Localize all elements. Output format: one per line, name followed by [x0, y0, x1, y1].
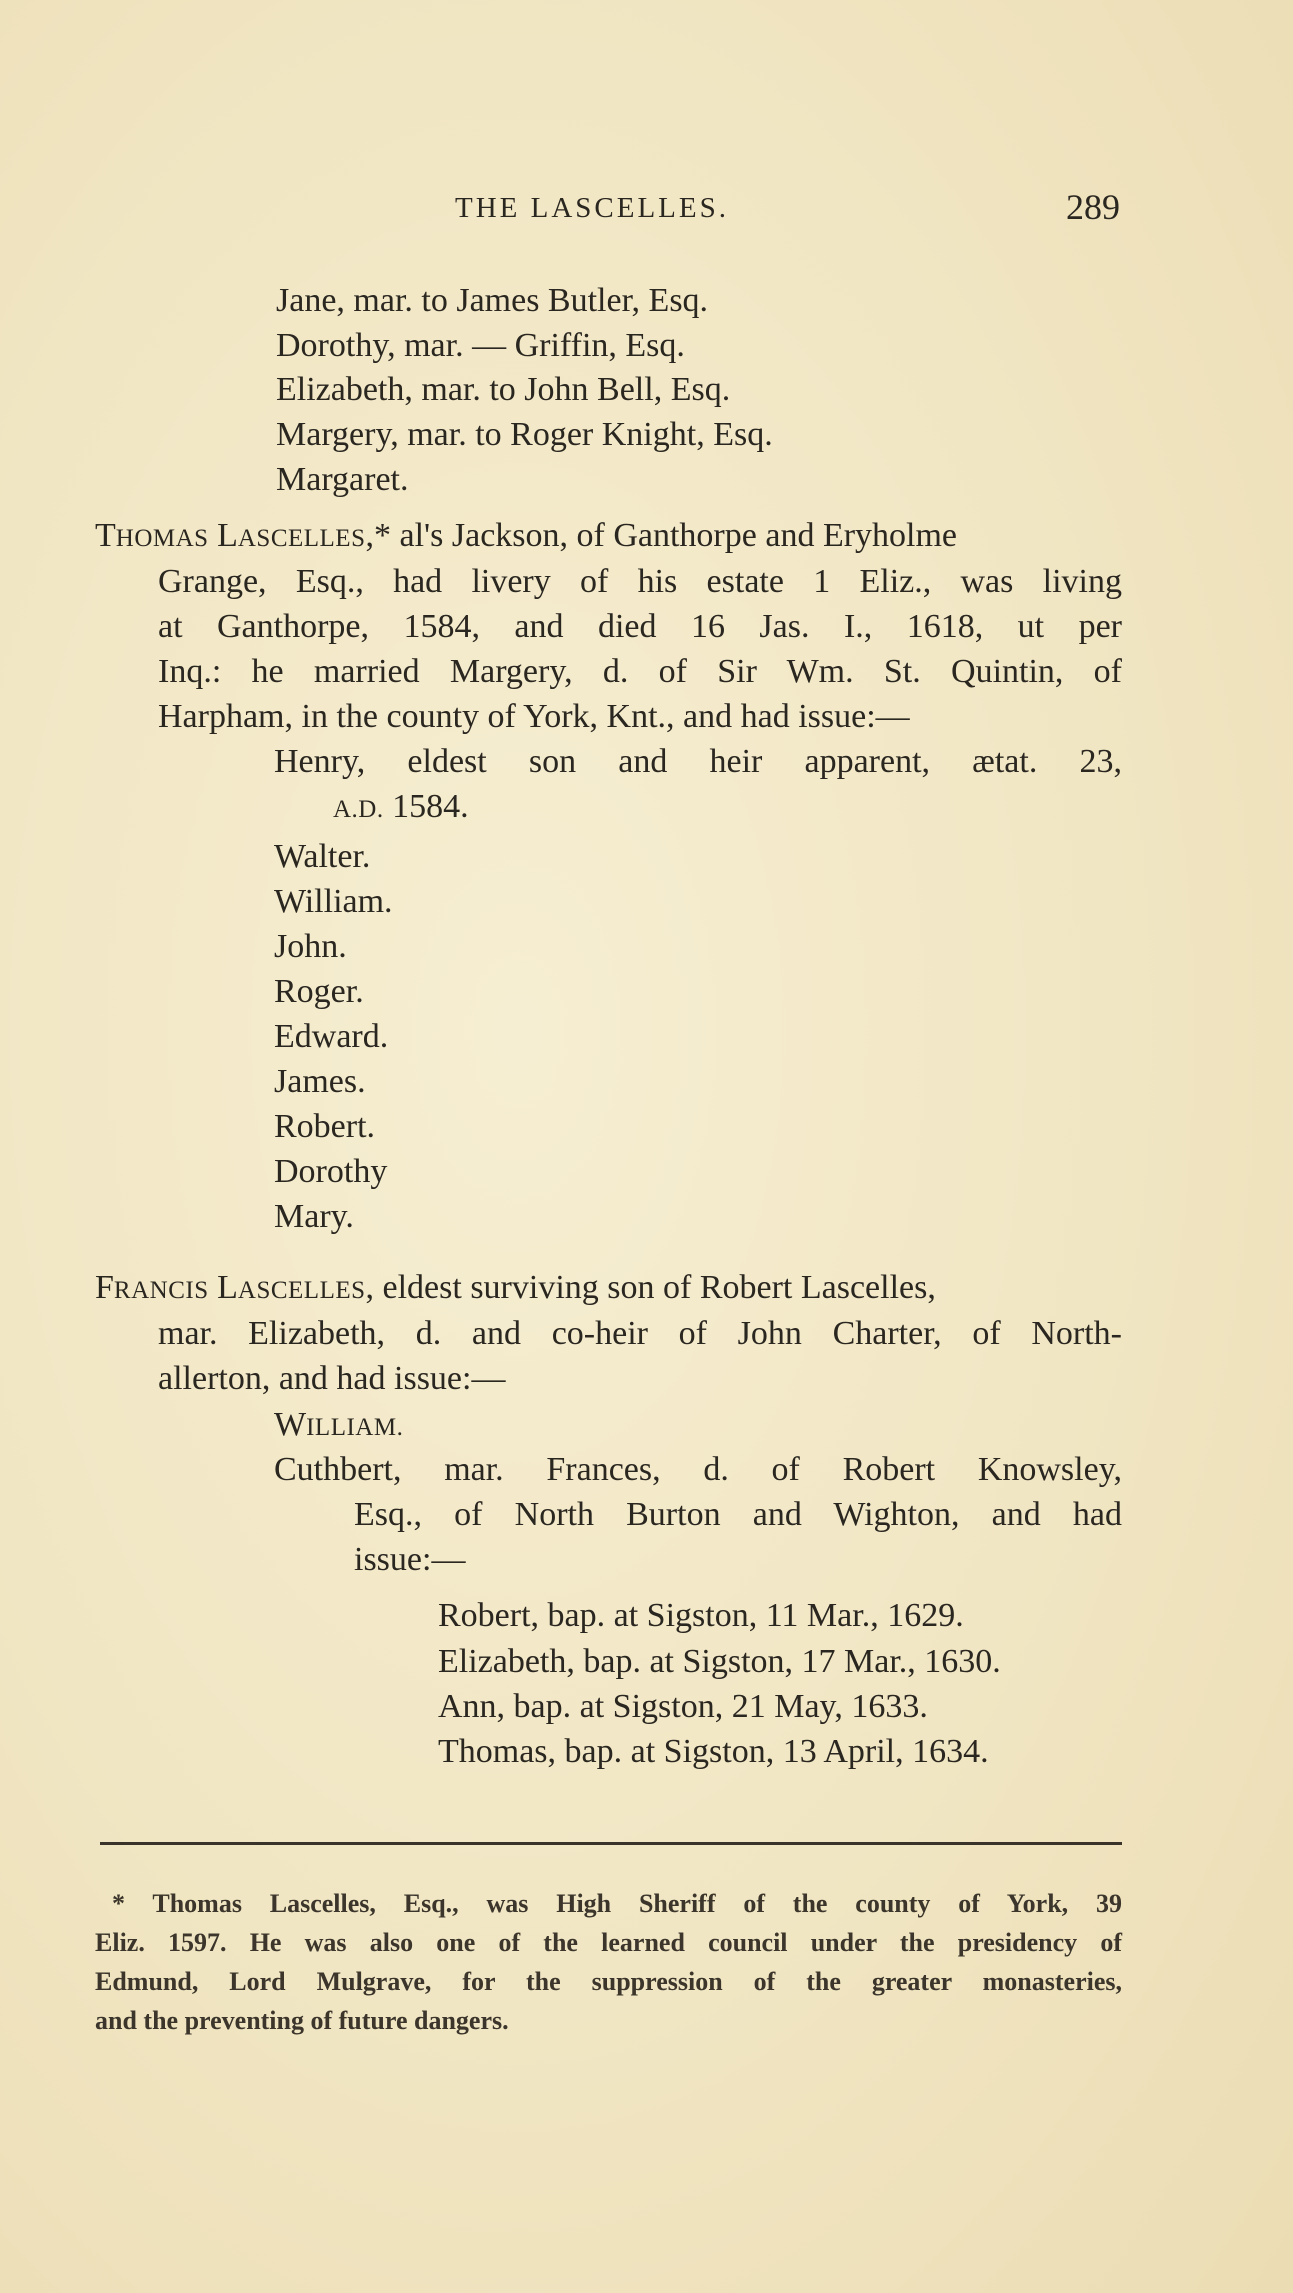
- entry-text-line: Grange, Esq., had livery of his estate 1 Eliz., was living: [158, 563, 1122, 600]
- child-line: James.: [274, 1063, 366, 1100]
- daughter-line: Jane, mar. to James Butler, Esq.: [276, 282, 709, 319]
- child-line: William.: [274, 883, 393, 920]
- footnote-line: * Thomas Lascelles, Esq., was High Sheriff of the county of York, 39: [112, 1889, 1122, 1918]
- grandchild-line: Elizabeth, bap. at Sigston, 17 Mar., 1630.: [438, 1643, 1001, 1680]
- child-line: John.: [274, 928, 347, 965]
- footnote-rule: [100, 1842, 1122, 1845]
- child-line: Walter.: [274, 838, 371, 875]
- cuthbert-line: issue:—: [354, 1541, 466, 1578]
- heir-date: A.D. 1584.: [333, 788, 469, 825]
- entry-text-line: Harpham, in the county of York, Knt., and had issue:—: [158, 698, 910, 735]
- daughter-line: Dorothy, mar. — Griffin, Esq.: [276, 327, 685, 364]
- daughter-line: Margery, mar. to Roger Knight, Esq.: [276, 416, 773, 453]
- child-line: Roger.: [274, 973, 364, 1010]
- page-number: 289: [1066, 187, 1120, 227]
- daughter-line: Margaret.: [276, 461, 409, 498]
- entry-heading-francis: FRANCIS LASCELLES, eldest surviving son of Robert Lascelles,: [95, 1269, 936, 1306]
- cuthbert-line: Cuthbert, mar. Frances, d. of Robert Knowsley,: [274, 1451, 1122, 1488]
- grandchild-line: Ann, bap. at Sigston, 21 May, 1633.: [438, 1688, 928, 1725]
- cuthbert-line: Esq., of North Burton and Wighton, and had: [354, 1496, 1122, 1533]
- entry-text-line: mar. Elizabeth, d. and co-heir of John Charter, of North-: [158, 1315, 1122, 1352]
- grandchild-line: Thomas, bap. at Sigston, 13 April, 1634.: [438, 1733, 989, 1770]
- child-line: Mary.: [274, 1198, 354, 1235]
- entry-text-line: Inq.: he married Margery, d. of Sir Wm. St. Quintin, of: [158, 653, 1122, 690]
- william-line: WILLIAM.: [274, 1406, 404, 1443]
- entry-heading-thomas: THOMAS LASCELLES,* al's Jackson, of Ganthorpe and Eryholme: [95, 517, 958, 554]
- footnote-line: Eliz. 1597. He was also one of the learned council under the presidency of: [95, 1928, 1122, 1957]
- heir-line: Henry, eldest son and heir apparent, ætat. 23,: [274, 743, 1122, 780]
- footnote-line: Edmund, Lord Mulgrave, for the suppression of the greater monasteries,: [95, 1967, 1122, 1996]
- child-line: Dorothy: [274, 1153, 388, 1190]
- entry-text-line: at Ganthorpe, 1584, and died 16 Jas. I., 1618, ut per: [158, 608, 1122, 645]
- grandchild-line: Robert, bap. at Sigston, 11 Mar., 1629.: [438, 1597, 964, 1634]
- daughter-line: Elizabeth, mar. to John Bell, Esq.: [276, 371, 731, 408]
- running-head: THE LASCELLES.: [455, 192, 729, 224]
- entry-text-line: allerton, and had issue:—: [158, 1360, 506, 1397]
- footnote-line: and the preventing of future dangers.: [95, 2006, 509, 2035]
- child-line: Edward.: [274, 1018, 389, 1055]
- child-line: Robert.: [274, 1108, 376, 1145]
